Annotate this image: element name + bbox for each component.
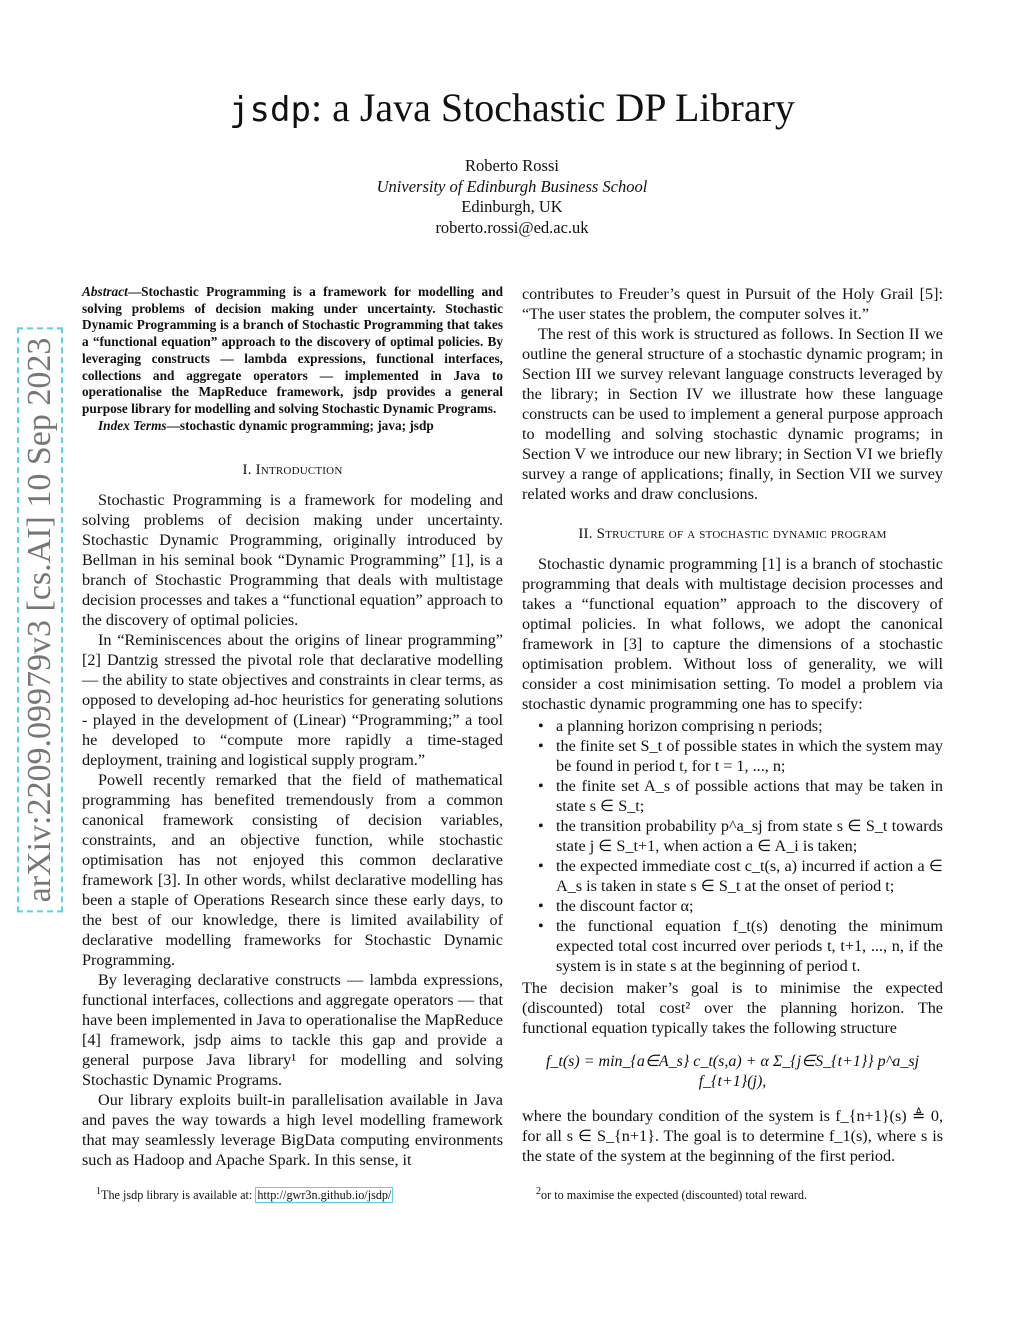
author-email: roberto.rossi@ed.ac.uk bbox=[435, 217, 589, 237]
paper-title bbox=[0, 84, 1024, 131]
index-terms bbox=[82, 418, 503, 435]
intro-paragraph: Stochastic Programming is a framework for modeling and solving problems of decision making under uncertainty. Stochastic Dynamic Programming, originally introduced by Bellman in his seminal book “Dynamic Programming” [1], is a branch of Stochastic Programming that deals with multistage decision processes and takes a “functional equation” approach to the discovery of optimal policies. bbox=[82, 491, 503, 630]
functional-equation: f_t(s) = min_{a∈A_s} c_t(s,a) + α Σ_{j∈S_{t+1}} p^a_sj f_{t+1}(j), bbox=[545, 1053, 920, 1090]
left-column bbox=[82, 284, 503, 1170]
footnote-text: The jsdp library is available at: bbox=[101, 1188, 256, 1203]
abstract-label: Abstract bbox=[82, 284, 128, 299]
abstract-text: —Stochastic Programming is a framework for modelling and solving problems of decision making under uncertainty. Stochastic Dynamic Programming is a branch of Stochastic Programming that takes a “functional equation” approach to the discovery of optimal policies. By leveraging constructs — lambda expressions, functional interfaces, collections and aggregate operators — implemented in Java to operationalise the MapReduce framework, jsdp provides a general purpose library for modelling and solving Stochastic Dynamic Programs. bbox=[82, 284, 503, 416]
footnote-mark: 1 bbox=[96, 1186, 101, 1197]
arxiv-id[interactable]: arXiv:2209.09979v3 [cs.AI] 10 Sep 2023 bbox=[17, 328, 63, 913]
author-block bbox=[0, 156, 1024, 238]
section-title: Introduction bbox=[255, 462, 343, 479]
author-affiliation: University of Edinburgh Business School bbox=[376, 176, 648, 196]
body-paragraph: The rest of this work is structured as follows. In Section II we outline the general structure of a stochastic dynamic program; in Section III we survey relevant language constructs leveraged by the library; in Section IV we illustrate how these language constructs can be used to implement a general purpose approach to modelling and solving stochastic dynamic programs; in Section V we introduce our new library; in Section VI we briefly survey a range of applications; finally, in Section VII we survey related works and draw conclusions. bbox=[522, 325, 943, 503]
list-item: • a planning horizon comprising n periods; bbox=[556, 716, 943, 736]
section-title: Structure of a stochastic dynamic program bbox=[596, 526, 887, 542]
intro-paragraph: By leveraging declarative constructs — lambda expressions, functional interfaces, collections and aggregate operators — that have been implemented in Java to operationalise the MapReduce [4] framework, jsdp aims to tackle this gap and provide a general purpose Java library¹ for modelling and solving Stochastic Dynamic Programs. bbox=[82, 971, 503, 1090]
section-number: I. bbox=[242, 462, 252, 479]
definition-list bbox=[522, 716, 943, 976]
author-name: Roberto Rossi bbox=[465, 156, 559, 175]
author-location: Edinburgh, UK bbox=[461, 197, 563, 216]
section-heading-1 bbox=[82, 460, 503, 480]
title-rest: : a Java Stochastic DP Library bbox=[310, 85, 795, 130]
list-item: • the transition probability p^a_sj from state s ∈ S_t towards state j ∈ S_t+1, when action a ∈ A_i is taken; bbox=[556, 816, 943, 856]
list-item: • the finite set A_s of possible actions that may be taken in state s ∈ S_t; bbox=[556, 776, 943, 816]
section-heading-2 bbox=[522, 524, 943, 544]
intro-paragraph: Powell recently remarked that the field of mathematical programming has benefited tremendously from a common canonical framework consisting of decision variables, constraints, and an objective function, while stochastic optimisation has not enjoyed this common declarative framework [3]. In other words, whilst declarative modelling has been a staple of Operations Research since these early days, to the best of our knowledge, there is limited availability of declarative modelling frameworks for Stochastic Dynamic Programming. bbox=[82, 771, 503, 970]
section-number: II. bbox=[578, 526, 593, 542]
list-item: • the discount factor α; bbox=[556, 896, 943, 916]
footnote-text: or to maximise the expected (discounted) total reward. bbox=[541, 1188, 808, 1203]
body-paragraph: where the boundary condition of the system is f_{n+1}(s) ≜ 0, for all s ∈ S_{n+1}. The goal is to determine f_1(s), where s is the state of the system at the beginning of the first period. bbox=[522, 1107, 943, 1165]
footnote-1 bbox=[96, 1186, 496, 1203]
list-item: • the finite set S_t of possible states in which the system may be found in period t, for t = 1, ..., n; bbox=[556, 736, 943, 776]
abstract bbox=[82, 284, 503, 418]
footnote-link[interactable]: http://gwr3n.github.io/jsdp/ bbox=[257, 1188, 392, 1203]
intro-paragraph: Our library exploits built-in parallelisation available in Java and paves the way towards a high level modelling framework that may seamlessly leverage BigData computing environments such as Hadoop and Apache Spark. In this sense, it bbox=[82, 1091, 503, 1170]
title-code: jsdp bbox=[229, 90, 311, 130]
intro-paragraph: In “Reminiscences about the origins of linear programming” [2] Dantzig stressed the pivotal role that declarative modelling — the ability to state objectives and constraints in clear terms, as opposed to developing ad-hoc heuristics for generating solutions - played in the development of (Linear) “Programming;” a tool he developed to “compute more rapidly a time-staged deployment, training and logistical supply program.” bbox=[82, 631, 503, 770]
list-item: • the expected immediate cost c_t(s, a) incurred if action a ∈ A_s is taken in state s ∈ S_t at the onset of period t; bbox=[556, 856, 943, 896]
list-item: • the functional equation f_t(s) denoting the minimum expected total cost incurred over periods t, t+1, ..., n, if the system is in state s at the beginning of period t. bbox=[556, 916, 943, 976]
arxiv-stamp[interactable] bbox=[14, 330, 66, 910]
index-terms-label: Index Terms bbox=[98, 417, 167, 433]
body-paragraph: The decision maker’s goal is to minimise the expected (discounted) total cost² over the planning horizon. The functional equation typically takes the following structure bbox=[522, 979, 943, 1037]
index-terms-text: —stochastic dynamic programming; java; jsdp bbox=[166, 417, 434, 433]
footnote-mark: 2 bbox=[536, 1186, 541, 1197]
body-paragraph: contributes to Freuder’s quest in Pursuit of the Holy Grail [5]: “The user states the problem, the computer solves it.” bbox=[522, 285, 943, 323]
body-paragraph: Stochastic dynamic programming [1] is a branch of stochastic programming that deals with multistage decision processes and takes a “functional equation” approach to the discovery of optimal policies. In what follows, we adopt the canonical framework in [3] to capture the dimensions of a stochastic optimisation problem. Without loss of generality, we will consider a cost minimisation setting. To model a problem via stochastic dynamic programming one has to specify: bbox=[522, 555, 943, 713]
right-column bbox=[522, 284, 943, 1166]
footnote-2 bbox=[536, 1186, 936, 1203]
